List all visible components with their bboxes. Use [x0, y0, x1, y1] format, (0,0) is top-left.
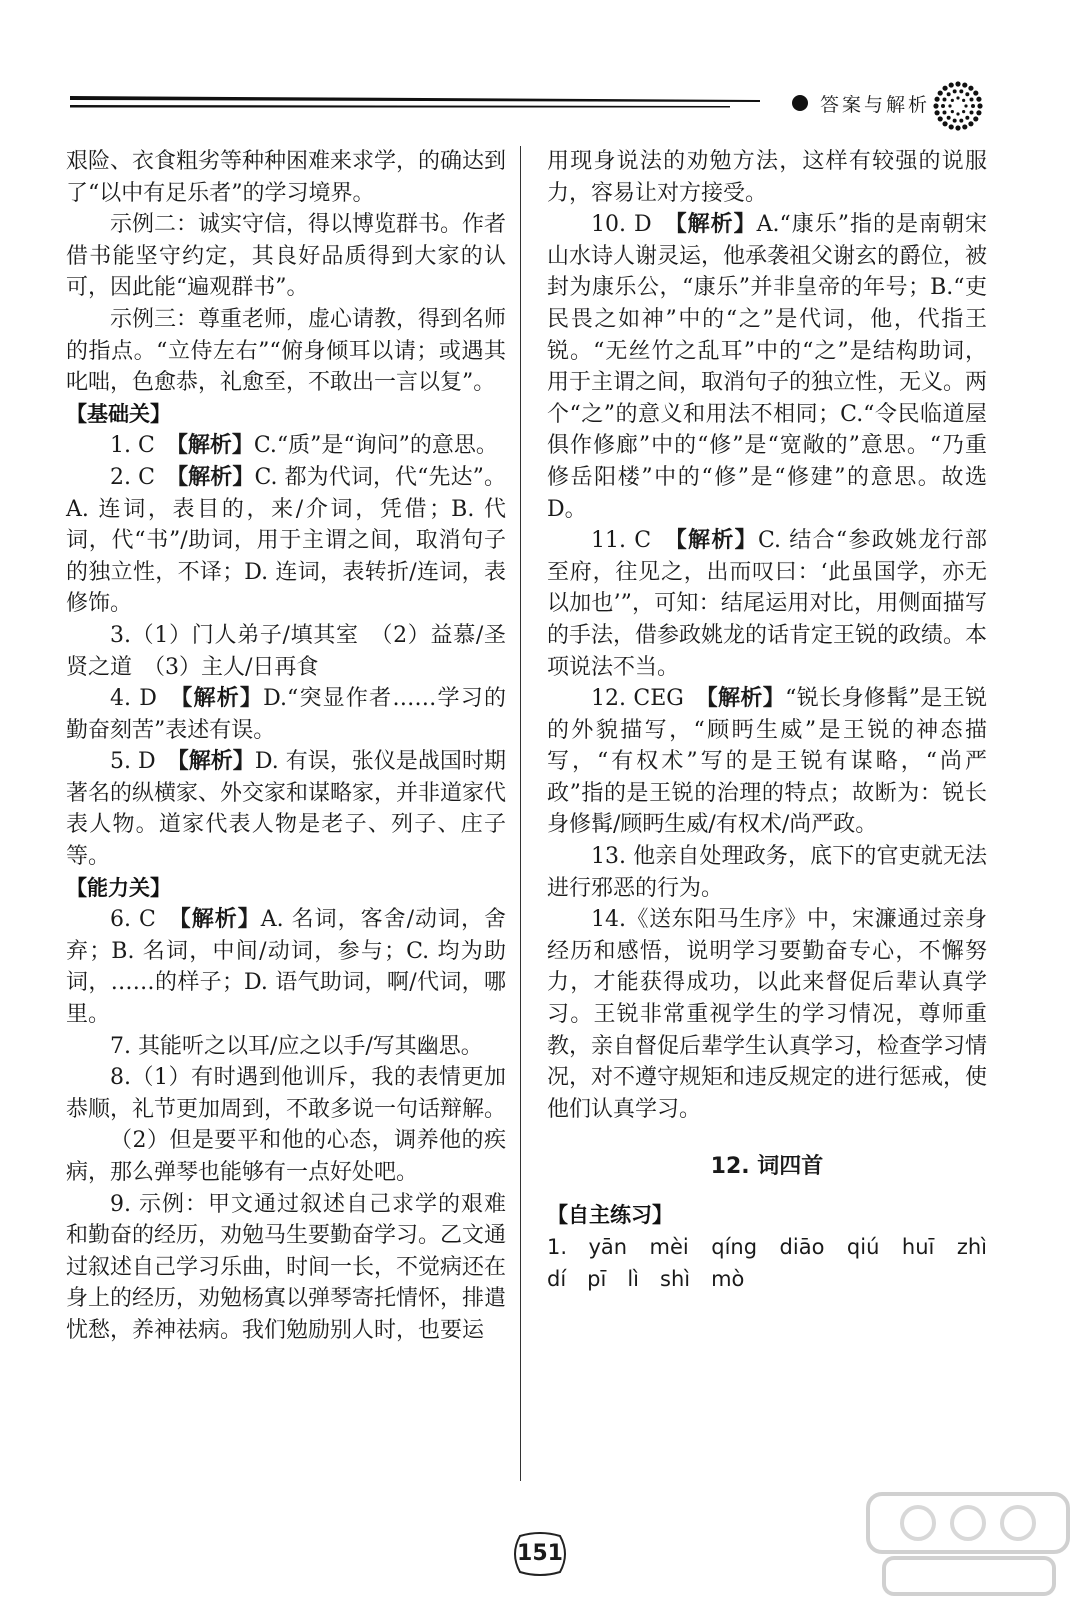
paragraph-text: 13. 他亲自处理政务，底下的官吏就无法进行邪恶的行为。	[547, 844, 987, 901]
paragraph-text: 8.（1）有时遇到他训斥，我的表情更加恭顺，礼节更加周到，不敢多说一句话辩解。	[66, 1065, 507, 1122]
right-column	[547, 146, 1008, 1295]
paragraph-text: 用现身说法的劝勉方法，这样有较强的说服力，容易让对方接受。	[547, 149, 987, 206]
answer-paragraph	[66, 209, 506, 304]
ornament-dot	[962, 110, 965, 113]
analysis-label: 【解析】	[177, 749, 255, 775]
analysis-label: 【解析】	[706, 686, 786, 712]
paragraph-text: D.“突显作者……学习的勤奋刻苦”表述有误。	[66, 686, 506, 743]
analysis-label: 【解析】	[675, 528, 758, 554]
ornament-dot	[947, 92, 951, 96]
paragraph-text: 3.（1）门人弟子/填其室 （2）益慕/圣贤之道 （3）主人/日再食	[66, 622, 506, 680]
ornament-dot	[973, 116, 978, 121]
question-number: 5. D	[110, 749, 178, 775]
ornament-dot	[964, 104, 967, 107]
ornament-dot	[949, 124, 954, 129]
analysis-label: 【解析】	[179, 907, 261, 933]
ornament-dot	[976, 97, 981, 102]
ornament-dot	[965, 92, 969, 96]
ornament-dot	[956, 96, 959, 99]
section-heading: 【自主练习】	[547, 1203, 673, 1228]
ornament-dot	[959, 119, 963, 123]
ornament-dot	[938, 116, 943, 121]
ornament-dot	[951, 99, 954, 102]
analysis-label: 【解析】	[177, 464, 255, 490]
answer-paragraph	[66, 746, 506, 872]
ornament-dot	[970, 97, 974, 101]
analysis-label: 【解析】	[675, 212, 757, 238]
header-rule	[70, 92, 760, 114]
paragraph-text: 艰险、衣食粗劣等种种困难来求学，的确达到了“以中有足乐者”的学习境界。	[66, 149, 507, 206]
answer-paragraph	[66, 620, 506, 683]
ornament-dot	[942, 86, 947, 91]
pinyin-answer	[547, 1232, 1008, 1295]
ornament-dot	[938, 90, 943, 95]
ornament-dot	[948, 104, 951, 107]
answer-paragraph	[66, 683, 506, 746]
question-number: 2. C	[110, 464, 178, 490]
ornament-dot	[934, 110, 939, 115]
paragraph-text: （2）但是要平和他的心态，调养他的疾病，那么弹琴也能够有一点好处吧。	[66, 1128, 506, 1185]
paragraph-text: C.“质”是“询问”的意思。	[253, 433, 498, 459]
column-divider	[520, 146, 521, 1481]
paragraph-text: 1. yān mèi qíng diāo qiú huī zhì dí pī lì shì mò	[547, 1235, 1008, 1291]
answer-paragraph	[66, 1062, 506, 1125]
answer-paragraph	[547, 841, 987, 904]
ornament-dot	[962, 99, 965, 102]
answer-paragraph	[547, 904, 987, 1125]
answer-paragraph	[66, 430, 506, 462]
lesson-title: 12. 词四首	[710, 1154, 824, 1180]
answer-paragraph	[547, 525, 987, 683]
page-number-text: 151	[517, 1541, 563, 1566]
paragraph-text: 14.《送东阳马生序》中，宋濂通过亲身经历和感悟，说明学习要勤奋专心，不懈努力，才能获得成功，以此来督促后辈认真学习。王锐非常重视学生的学习情况，尊师重教，亲自督促后辈学生认真学习，检查学习情况，对不遵守规矩和违反规定的进行惩戒，使他们认真学习。	[547, 907, 988, 1122]
ornament-dot	[949, 82, 954, 87]
analysis-label: 【解析】	[181, 686, 264, 712]
answer-paragraph	[547, 683, 987, 841]
answer-paragraph	[66, 1125, 506, 1188]
ornament-dot	[976, 110, 981, 115]
ornament-dot	[968, 86, 973, 91]
header-bullet-icon	[792, 95, 808, 111]
paragraph-text: 7. 其能听之以耳/应之以手/写其幽思。	[110, 1033, 483, 1059]
dotted-ring-ornament-icon	[932, 80, 984, 132]
ornament-dot	[956, 112, 959, 115]
ornament-dot	[953, 89, 957, 93]
paragraph-text: D. 有误，张仪是战国时期著名的纵横家、外交家和谋略家，并非道家代表人物。道家代表人物是老子、列子、庄子等。	[66, 749, 507, 870]
question-number: 4. D	[110, 686, 182, 712]
ornament-dot	[951, 110, 954, 113]
ornament-dot	[962, 124, 967, 129]
ornament-dot	[947, 116, 951, 120]
ornament-dot	[959, 89, 963, 93]
answer-paragraph	[66, 146, 506, 209]
ornament-dot	[942, 121, 947, 126]
answer-paragraph	[547, 146, 987, 209]
answer-paragraph	[547, 209, 987, 525]
question-number: 11. C	[591, 528, 676, 554]
paragraph-text: 示例二：诚实守信，得以博览群书。作者借书能坚守约定，其良好品质得到大家的认可，因此能“遍观群书”。	[66, 212, 507, 301]
analysis-label: 【解析】	[176, 433, 254, 459]
question-number: 10. D	[591, 212, 676, 238]
ornament-dot	[942, 97, 946, 101]
answer-paragraph	[66, 1031, 506, 1063]
question-number: 12. CEG	[591, 686, 707, 712]
paragraph-text: 示例三：尊重老师，虚心请教，得到名师的指点。“立侍左右”“俯身倾耳以请；或遇其叱咄，色愈恭，礼愈至，不敢出一言以复”。	[66, 306, 507, 396]
ornament-dot	[955, 125, 960, 130]
left-column	[66, 146, 506, 1347]
paragraph-text: C. 结合“参政姚龙行部至府，往见之，出而叹曰：‘此虽国学，亦无以加也’”，可知：结尾运用对比，用侧面描写的手法，借参政姚龙的话肯定王锐的政绩。本项说法不当。	[547, 528, 988, 680]
ornament-dot	[955, 81, 960, 86]
page-number	[510, 1532, 570, 1576]
paragraph-text: “锐长身修髯”是王锐的外貌描写，“顾眄生威”是王锐的神态描写，“有权术”写的是王锐有谋略，“尚严政”指的是王锐的治理的特点；故断为：锐长身修髯/顾眄生威/有权术/尚严政。	[547, 686, 987, 838]
paragraph-text: 9. 示例：甲文通过叙述自己求学的艰难和勤奋的经历，劝勉马生要勤奋学习。乙文通过叙述自己学习乐曲，时间一长，不觉病还在身上的经历，劝勉杨寘以弹琴寄托情怀，排遣忧愁，养神祛病。我们勉励别人时，也要运	[66, 1191, 507, 1343]
question-number: 6. C	[110, 907, 180, 933]
section-heading: 【能力关】	[66, 875, 171, 900]
watermark-logo-icon	[860, 1488, 1080, 1600]
ornament-dot	[973, 90, 978, 95]
ornament-dot	[971, 104, 975, 108]
section-heading: 【基础关】	[66, 401, 171, 426]
ornament-dot	[934, 97, 939, 102]
section-label: 答案与解析	[820, 94, 931, 116]
ornament-dot	[970, 111, 974, 115]
ornament-dot	[933, 103, 938, 108]
ornament-dot	[965, 116, 969, 120]
answer-paragraph	[66, 304, 506, 399]
answer-paragraph	[66, 462, 506, 620]
ornament-dot	[953, 119, 957, 123]
paragraph-text: A. 名词，客舍/动词，舍弃；B. 名词，中间/动词，参与；C. 均为助词，……的样子；D. 语气助词，啊/代词，哪里。	[66, 907, 506, 1028]
ornament-dot	[977, 103, 982, 108]
paragraph-text: A.“康乐”指的是南朝宋山水诗人谢灵运，他承袭祖父谢玄的爵位，被封为康乐公，“康乐”并非皇帝的年号；B.“吏民畏之如神”中的“之”是代词，他，代指王锐。“无丝竹之乱耳”中的“之”是结构助词，用于主谓之间，取消句子的独立性，无义。两个“之”的意义和用法不相同；C.“令民临道屋俱作修廊”中的“修”是“宽敞的”意思。“乃重修岳阳楼”中的“修”是“修建”的意思。故选 D。	[547, 212, 988, 522]
ornament-dot	[968, 121, 973, 126]
paragraph-text: C. 都为代词，代“先达”。A. 连词，表目的，来/介词，凭借；B. 代词，代“书”/助词，用于主谓之间，取消句子的独立性，不译；D. 连词，表转折/连词，表修饰。	[66, 464, 506, 617]
ornament-dot	[962, 82, 967, 87]
ornament-dot	[941, 104, 945, 108]
answer-paragraph	[66, 904, 506, 1030]
answer-paragraph	[66, 1189, 506, 1347]
question-number: 1. C	[110, 433, 177, 459]
ornament-dot	[942, 111, 946, 115]
